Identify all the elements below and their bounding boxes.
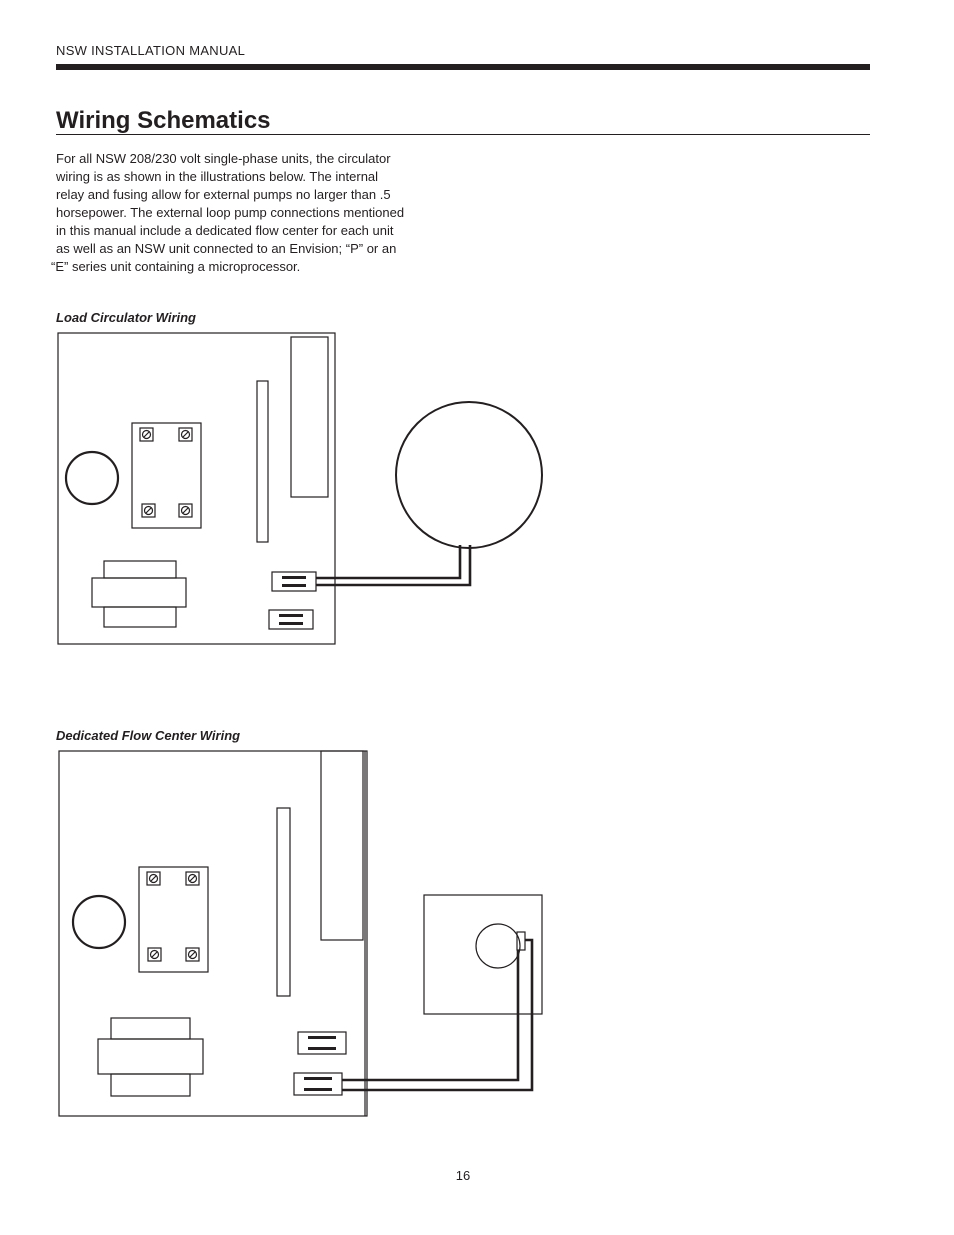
capacitor-icon [73,896,125,948]
screw-terminal-icon [147,872,160,885]
fuse-block-icon [294,1073,342,1095]
title-rule [56,134,870,135]
screw-terminal-icon [186,948,199,961]
fuse-block-icon [269,610,313,629]
intro-line: horsepower. The external loop pump connections mentioned [56,205,405,220]
load-circulator-diagram [0,320,600,660]
transformer-icon [98,1018,203,1096]
screw-terminal-icon [179,428,192,441]
fuse-block-icon [272,572,316,591]
connector-header [257,381,268,542]
screw-terminal-icon [142,504,155,517]
manual-header-title: NSW INSTALLATION MANUAL [56,43,246,58]
intro-line: relay and fusing allow for external pumps no larger than .5 [56,187,391,202]
intro-paragraph [51,150,466,276]
screw-terminal-icon [148,948,161,961]
screw-terminal-icon [186,872,199,885]
pump-wire [342,940,532,1090]
intro-line: wiring is as shown in the illustrations below. The internal [56,169,379,184]
capacitor-icon [66,452,118,504]
pump-wire [342,950,518,1080]
page-title: Wiring Schematics [56,107,271,134]
flow-center-pump-icon [476,924,520,968]
flow-center-box [424,895,542,1014]
screw-terminal-icon [179,504,192,517]
screw-terminal-icon [140,428,153,441]
flow-center-caption: Dedicated Flow Center Wiring [56,728,241,743]
intro-line: as well as an NSW unit connected to an Envision; “P” or an [56,241,397,256]
connector-header [277,808,290,996]
control-board [58,333,335,644]
circulator-pump-icon [396,402,542,548]
fuse-block-icon [298,1032,346,1054]
terminal-strip [291,337,328,497]
flow-center-diagram [0,740,600,1120]
pump-terminal [517,932,525,950]
pump-wire [316,545,460,578]
terminal-strip [321,751,363,940]
page-number: 16 [455,1168,471,1183]
intro-line: in this manual include a dedicated flow center for each unit [56,223,394,238]
intro-line: “E” series unit containing a microprocessor. [51,259,301,274]
load-circulator-caption: Load Circulator Wiring [56,310,196,325]
transformer-icon [92,561,186,627]
intro-line: For all NSW 208/230 volt single-phase units, the circulator [56,151,391,166]
header-rule [56,64,870,70]
relay [139,867,208,972]
